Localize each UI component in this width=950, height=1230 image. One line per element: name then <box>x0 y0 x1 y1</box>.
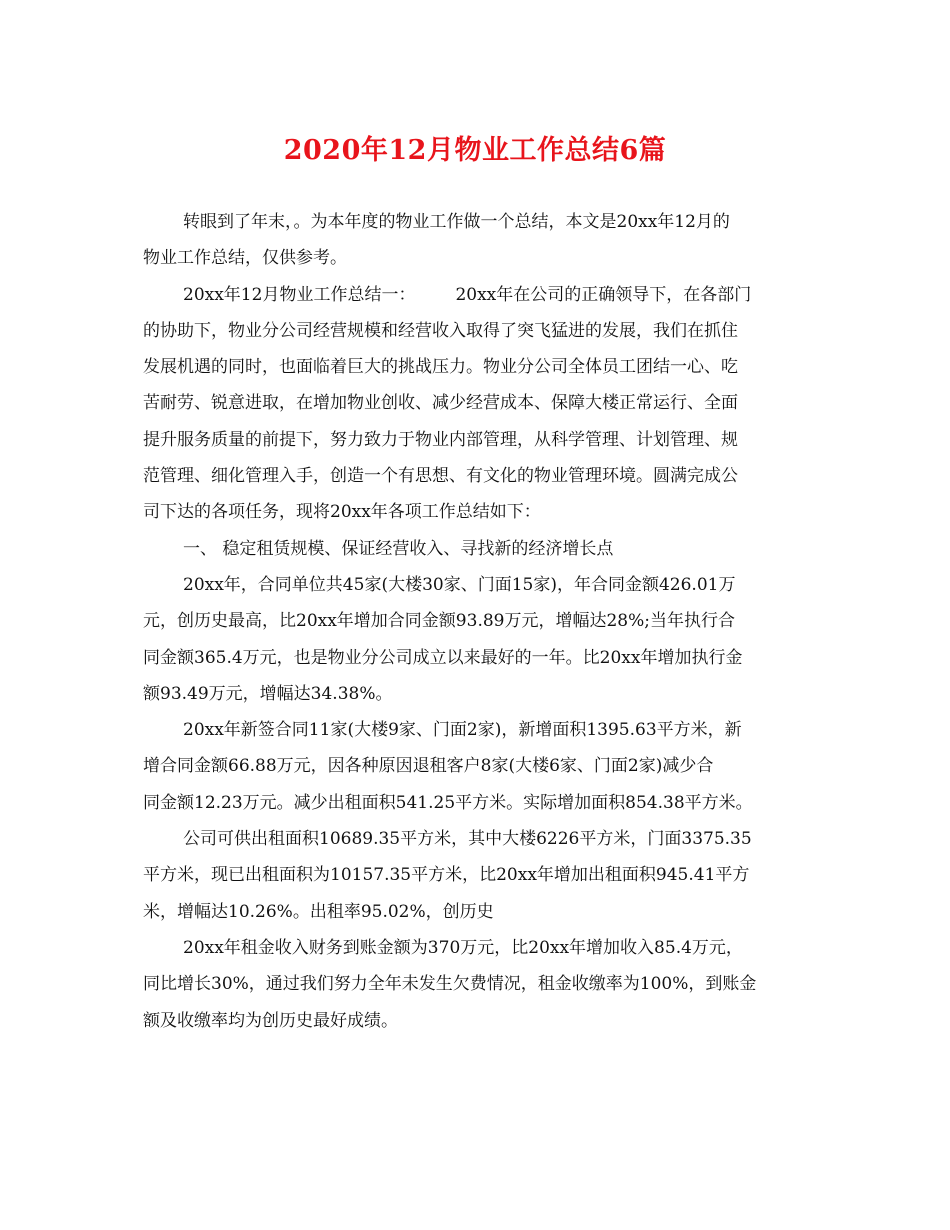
text-line: 司下达的各项任务，现将20xx年各项工作总结如下： <box>143 502 541 523</box>
text-line: 同金额12.23万元。减少出租面积541.25平方米。实际增加面积854.38平方米。 <box>143 792 753 813</box>
text-line: 苦耐劳、锐意进取，在增加物业创收、减少经营成本、保障大楼正常运行、全面 <box>143 393 738 414</box>
text-line: 元，创历史最高，比20xx年增加合同金额93.89万元，增幅达28%;当年执行合 <box>143 611 735 632</box>
text-line: 20xx年，合同单位共45家(大楼30家、门面15家)，年合同金额426.01万 <box>183 574 736 595</box>
text-line: 范管理、细化管理入手，创造一个有思想、有文化的物业管理环境。圆满完成公 <box>143 466 738 487</box>
document-title: 2020年12月物业工作总结6篇 <box>283 135 667 166</box>
text-line <box>143 277 807 313</box>
text-line: 额及收缴率均为创历史最好成绩。 <box>143 1010 398 1031</box>
text-line: 增合同金额66.88万元，因各种原因退租客户8家(大楼6家、门面2家)减少合 <box>143 756 714 777</box>
document-body <box>143 204 807 1039</box>
text-line: 发展机遇的同时，也面临着巨大的挑战压力。物业分公司全体员工团结一心、吃 <box>143 357 738 378</box>
text-line: 物业工作总结，仅供参考。 <box>143 248 347 269</box>
text-line: 20xx年租金收入财务到账金额为370万元，比20xx年增加收入85.4万元， <box>183 937 743 958</box>
section-heading-one: 20xx年12月物业工作总结一： <box>183 284 416 305</box>
text-line: 提升服务质量的前提下，努力致力于物业内部管理，从科学管理、计划管理、规 <box>143 429 738 450</box>
text-line: 平方米，现已出租面积为10157.35平方米，比20xx年增加出租面积945.41平方 <box>143 865 750 886</box>
text-line: 同比增长30%，通过我们努力全年未发生欠费情况，租金收缴率为100%，到账金 <box>143 974 757 995</box>
text-line: 额93.49万元，增幅达34.38%。 <box>143 683 393 704</box>
subheading: 一、 稳定租赁规模、保证经营收入、寻找新的经济增长点 <box>183 538 614 559</box>
text-line: 同金额365.4万元，也是物业分公司成立以来最好的一年。比20xx年增加执行金 <box>143 647 743 668</box>
text-line-fragment: 20xx年在公司的正确领导下，在各部门 <box>455 284 752 305</box>
text-line: 公司可供出租面积10689.35平方米，其中大楼6226平方米，门面3375.35 <box>183 829 752 850</box>
text-line: 的协助下，物业分公司经营规模和经营收入取得了突飞猛进的发展，我们在抓住 <box>143 320 738 341</box>
text-line: 转眼到了年末，。为本年度的物业工作做一个总结，本文是20xx年12月的 <box>183 212 730 232</box>
text-line: 米，增幅达10.26%。出租率95.02%，创历史 <box>143 901 494 922</box>
text-line: 20xx年新签合同11家(大楼9家、门面2家)，新增面积1395.63平方米，新 <box>183 720 742 741</box>
